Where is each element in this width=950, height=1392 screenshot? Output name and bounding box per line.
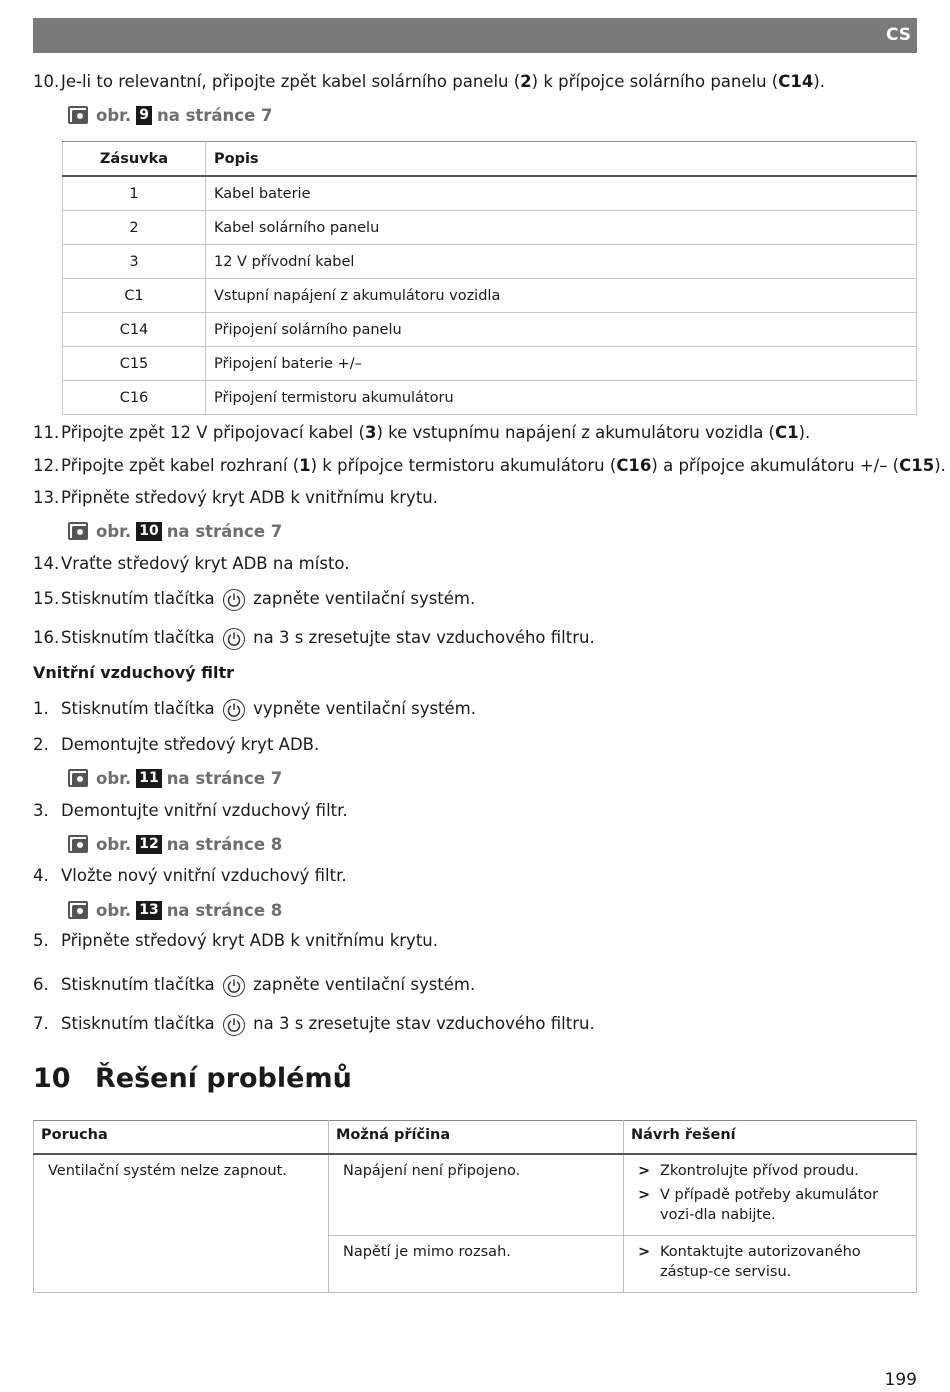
camera-icon (68, 835, 90, 853)
cause-cell: Napětí je mimo rozsah. (329, 1236, 624, 1293)
step-11: 11. Připojte zpět 12 V připojovací kabel (3) ke vstupnímu napájení z akumulátoru vozidla (C1). (33, 423, 811, 442)
solution-item: > Zkontrolujte přívod proudu. (638, 1161, 902, 1181)
table-row: 2 Kabel solárního panelu (63, 211, 917, 245)
troubleshooting-table (33, 1120, 917, 1293)
step-14: 14. Vraťte středový kryt ADB na místo. (33, 554, 350, 573)
camera-icon (68, 769, 90, 787)
filter-step-1: 1. Stisknutím tlačítka vypněte ventilační systém. (33, 698, 476, 721)
figure-ref-10[interactable]: obr. 10 na stránce 7 (68, 520, 282, 542)
subsection-title: Vnitřní vzduchový filtr (33, 663, 235, 682)
col-header-cause: Možná příčina (329, 1121, 624, 1155)
step-16: 16. Stisknutím tlačítka na 3 s zresetujte stav vzduchového filtru. (33, 627, 595, 650)
header-bar (33, 18, 917, 53)
solution-item: > V případě potřeby akumulátor vozi-dla nabijte. (638, 1185, 902, 1225)
filter-step-3: 3. Demontujte vnitřní vzduchový filtr. (33, 801, 348, 820)
table-row: C1 Vstupní napájení z akumulátoru vozidla (63, 279, 917, 313)
camera-icon (68, 901, 90, 919)
col-header-socket: Zásuvka (63, 142, 206, 177)
table-row: C15 Připojení baterie +/– (63, 347, 917, 381)
power-button-icon (223, 628, 245, 650)
language-code: CS (885, 25, 911, 45)
camera-icon (68, 522, 90, 540)
solution-cell (624, 1236, 917, 1293)
step-12: 12. Připojte zpět kabel rozhraní (1) k přípojce termistoru akumulátoru (C16) a přípojce akumulátoru +/– (C15). (33, 456, 946, 475)
camera-icon (68, 106, 90, 124)
power-button-icon (223, 699, 245, 721)
cause-cell: Napájení není připojeno. (329, 1154, 624, 1236)
table-row: C14 Připojení solárního panelu (63, 313, 917, 347)
solution-cell (624, 1154, 917, 1236)
fault-cell: Ventilační systém nelze zapnout. (34, 1154, 329, 1293)
filter-step-4: 4. Vložte nový vnitřní vzduchový filtr. (33, 866, 347, 885)
figure-ref-11[interactable]: obr. 11 na stránce 7 (68, 767, 282, 789)
filter-step-6: 6. Stisknutím tlačítka zapněte ventilační systém. (33, 974, 475, 997)
table-row: C16 Připojení termistoru akumulátoru (63, 381, 917, 415)
figure-ref-12[interactable]: obr. 12 na stránce 8 (68, 833, 282, 855)
step-10: 10. Je-li to relevantní, připojte zpět kabel solárního panelu (2) k přípojce solárního panelu (C14). (33, 72, 826, 91)
col-header-description: Popis (206, 142, 917, 177)
solution-item: > Kontaktujte autorizovaného zástup-ce servisu. (638, 1242, 902, 1282)
col-header-fault: Porucha (34, 1121, 329, 1155)
table-row: 1 Kabel baterie (63, 176, 917, 211)
step-13: 13. Připněte středový kryt ADB k vnitřnímu krytu. (33, 488, 438, 507)
power-button-icon (223, 589, 245, 611)
step-15: 15. Stisknutím tlačítka zapněte ventilační systém. (33, 588, 475, 611)
filter-step-2: 2. Demontujte středový kryt ADB. (33, 735, 320, 754)
figure-ref-13[interactable]: obr. 13 na stránce 8 (68, 899, 282, 921)
table-row: 3 12 V přívodní kabel (63, 245, 917, 279)
table-row (34, 1154, 917, 1236)
col-header-solution: Návrh řešení (624, 1121, 917, 1155)
power-button-icon (223, 1014, 245, 1036)
socket-table (62, 141, 917, 415)
figure-ref-9[interactable]: obr. 9 na stránce 7 (68, 104, 273, 126)
power-button-icon (223, 975, 245, 997)
page-number: 199 (884, 1370, 917, 1390)
filter-step-5: 5. Připněte středový kryt ADB k vnitřnímu krytu. (33, 931, 438, 950)
section-heading: 10 Řešení problémů (33, 1063, 352, 1094)
filter-step-7: 7. Stisknutím tlačítka na 3 s zresetujte stav vzduchového filtru. (33, 1013, 595, 1036)
